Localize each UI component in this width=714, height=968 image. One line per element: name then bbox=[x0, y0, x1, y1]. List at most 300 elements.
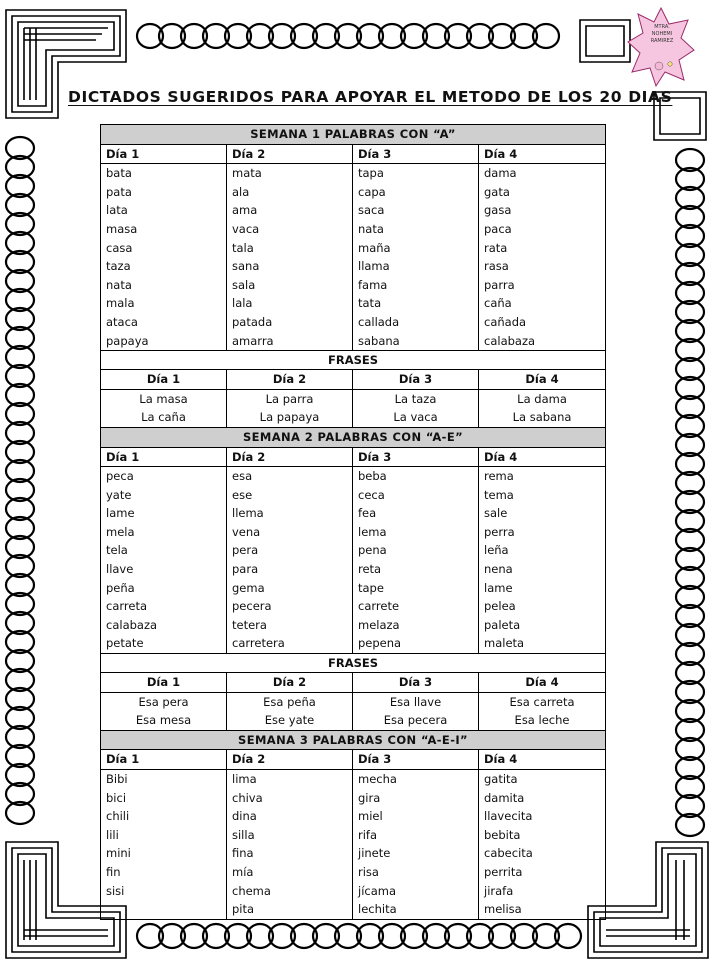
ring bbox=[247, 24, 273, 48]
word-cell: dina bbox=[227, 807, 353, 826]
day-header-row bbox=[101, 144, 606, 164]
ring bbox=[269, 924, 295, 948]
ring bbox=[401, 24, 427, 48]
word-cell: papaya bbox=[101, 332, 227, 351]
ring bbox=[676, 510, 704, 532]
word-cell: sale bbox=[479, 504, 606, 523]
phrase-row bbox=[101, 408, 606, 427]
word-cell: melisa bbox=[479, 900, 606, 919]
ring bbox=[181, 24, 207, 48]
word-cell: tela bbox=[101, 541, 227, 560]
ring bbox=[467, 24, 493, 48]
word-cell: rata bbox=[479, 239, 606, 258]
word-cell: gatita bbox=[479, 770, 606, 789]
word-cell: sabana bbox=[353, 332, 479, 351]
word-row bbox=[101, 201, 606, 220]
ring bbox=[6, 251, 34, 273]
badge-line-3: RAMIREZ bbox=[650, 38, 674, 44]
ring bbox=[291, 24, 317, 48]
word-cell: llama bbox=[353, 257, 479, 276]
word-row bbox=[101, 257, 606, 276]
ring bbox=[6, 498, 34, 520]
ring bbox=[137, 924, 163, 948]
word-cell: lechita bbox=[353, 900, 479, 919]
word-row bbox=[101, 294, 606, 313]
frases-day-header: Día 2 bbox=[227, 370, 353, 390]
ring bbox=[533, 24, 559, 48]
word-row bbox=[101, 560, 606, 579]
frases-header: FRASES bbox=[101, 654, 606, 673]
ring bbox=[676, 415, 704, 437]
phrase-cell: Esa carreta bbox=[479, 692, 606, 711]
word-cell: mini bbox=[101, 844, 227, 863]
ring bbox=[335, 24, 361, 48]
word-cell: ala bbox=[227, 183, 353, 202]
ring bbox=[6, 517, 34, 539]
ring bbox=[6, 479, 34, 501]
word-cell: calabaza bbox=[479, 332, 606, 351]
ring bbox=[676, 491, 704, 513]
word-cell: nata bbox=[101, 276, 227, 295]
ring bbox=[379, 24, 405, 48]
ring bbox=[676, 472, 704, 494]
word-cell: sisi bbox=[101, 882, 227, 901]
word-cell: llave bbox=[101, 560, 227, 579]
word-cell: pelea bbox=[479, 597, 606, 616]
word-cell: gira bbox=[353, 789, 479, 808]
ring bbox=[676, 814, 704, 836]
day-header: Día 1 bbox=[101, 447, 227, 467]
ring bbox=[533, 924, 559, 948]
word-cell: llavecita bbox=[479, 807, 606, 826]
ring bbox=[6, 574, 34, 596]
word-cell: ama bbox=[227, 201, 353, 220]
word-cell: callada bbox=[353, 313, 479, 332]
word-cell: chema bbox=[227, 882, 353, 901]
day-header: Día 1 bbox=[101, 750, 227, 770]
word-cell: lima bbox=[227, 770, 353, 789]
ring bbox=[445, 24, 471, 48]
word-cell: maña bbox=[353, 239, 479, 258]
word-cell: tapa bbox=[353, 164, 479, 183]
ring bbox=[6, 441, 34, 463]
word-row bbox=[101, 826, 606, 845]
word-cell: fin bbox=[101, 863, 227, 882]
word-cell: fina bbox=[227, 844, 353, 863]
word-cell: rasa bbox=[479, 257, 606, 276]
word-row bbox=[101, 164, 606, 183]
word-cell: paca bbox=[479, 220, 606, 239]
ring bbox=[676, 320, 704, 342]
ring bbox=[6, 213, 34, 235]
word-cell: patada bbox=[227, 313, 353, 332]
word-row bbox=[101, 276, 606, 295]
ring bbox=[676, 301, 704, 323]
ring bbox=[6, 327, 34, 349]
ring-chain-left bbox=[6, 137, 34, 824]
ring bbox=[676, 700, 704, 722]
frases-day-header-row bbox=[101, 673, 606, 693]
word-cell: peña bbox=[101, 579, 227, 598]
frases-header-row bbox=[101, 351, 606, 370]
word-row bbox=[101, 807, 606, 826]
phrase-cell: Esa pera bbox=[101, 692, 227, 711]
word-cell: ataca bbox=[101, 313, 227, 332]
word-cell: carreta bbox=[101, 597, 227, 616]
word-cell: paleta bbox=[479, 616, 606, 635]
word-row bbox=[101, 844, 606, 863]
ring bbox=[676, 719, 704, 741]
ring bbox=[6, 536, 34, 558]
word-row bbox=[101, 183, 606, 202]
word-cell: bebita bbox=[479, 826, 606, 845]
page-title: DICTADOS SUGERIDOS PARA APOYAR EL METODO DE LOS 20 DIAS bbox=[68, 88, 673, 106]
word-row bbox=[101, 504, 606, 523]
word-row bbox=[101, 486, 606, 505]
phrase-cell: Esa llave bbox=[353, 692, 479, 711]
ring bbox=[676, 548, 704, 570]
frases-day-header: Día 2 bbox=[227, 673, 353, 693]
word-cell: jinete bbox=[353, 844, 479, 863]
word-cell: bata bbox=[101, 164, 227, 183]
ring bbox=[676, 282, 704, 304]
word-cell: pera bbox=[227, 541, 353, 560]
ring bbox=[6, 422, 34, 444]
ring bbox=[676, 529, 704, 551]
frases-day-header: Día 1 bbox=[101, 673, 227, 693]
word-cell: lata bbox=[101, 201, 227, 220]
ring bbox=[676, 358, 704, 380]
ring bbox=[6, 688, 34, 710]
word-cell: lili bbox=[101, 826, 227, 845]
day-header: Día 3 bbox=[353, 144, 479, 164]
ring bbox=[676, 757, 704, 779]
ring bbox=[159, 24, 185, 48]
ring bbox=[247, 924, 273, 948]
frases-header: FRASES bbox=[101, 351, 606, 370]
phrase-cell: Esa pecera bbox=[353, 711, 479, 730]
word-cell: perra bbox=[479, 523, 606, 542]
day-header: Día 2 bbox=[227, 447, 353, 467]
dictation-table bbox=[100, 124, 606, 920]
word-cell: damita bbox=[479, 789, 606, 808]
word-cell: lema bbox=[353, 523, 479, 542]
ring bbox=[555, 924, 581, 948]
word-cell: pecera bbox=[227, 597, 353, 616]
word-row bbox=[101, 900, 606, 919]
phrase-cell: La caña bbox=[101, 408, 227, 427]
word-cell: lame bbox=[479, 579, 606, 598]
word-cell: ese bbox=[227, 486, 353, 505]
ring bbox=[313, 24, 339, 48]
frases-day-header: Día 4 bbox=[479, 673, 606, 693]
word-cell: rema bbox=[479, 467, 606, 486]
ring-chain-right bbox=[676, 149, 704, 836]
word-cell: esa bbox=[227, 467, 353, 486]
word-cell: tape bbox=[353, 579, 479, 598]
word-cell: taza bbox=[101, 257, 227, 276]
ring bbox=[6, 365, 34, 387]
ring bbox=[181, 924, 207, 948]
word-cell: mecha bbox=[353, 770, 479, 789]
word-cell: casa bbox=[101, 239, 227, 258]
ring bbox=[6, 175, 34, 197]
word-cell: capa bbox=[353, 183, 479, 202]
ring bbox=[6, 194, 34, 216]
word-row bbox=[101, 579, 606, 598]
day-header: Día 3 bbox=[353, 750, 479, 770]
ring-chain-bottom bbox=[137, 924, 581, 948]
word-cell: melaza bbox=[353, 616, 479, 635]
word-cell: beba bbox=[353, 467, 479, 486]
word-cell: peca bbox=[101, 467, 227, 486]
ring bbox=[6, 403, 34, 425]
ring bbox=[159, 924, 185, 948]
ring bbox=[676, 339, 704, 361]
day-header-row bbox=[101, 447, 606, 467]
ring bbox=[6, 555, 34, 577]
ring bbox=[676, 225, 704, 247]
word-cell: fea bbox=[353, 504, 479, 523]
ring bbox=[225, 24, 251, 48]
word-cell: tema bbox=[479, 486, 606, 505]
word-cell: vena bbox=[227, 523, 353, 542]
word-cell: chiva bbox=[227, 789, 353, 808]
phrase-row bbox=[101, 711, 606, 730]
word-row bbox=[101, 541, 606, 560]
word-cell bbox=[101, 900, 227, 919]
ring bbox=[6, 707, 34, 729]
day-header: Día 2 bbox=[227, 144, 353, 164]
week-header: SEMANA 2 PALABRAS CON “A-E” bbox=[101, 427, 606, 447]
ring bbox=[6, 384, 34, 406]
ring bbox=[6, 631, 34, 653]
ring bbox=[6, 289, 34, 311]
day-header-row bbox=[101, 750, 606, 770]
ring bbox=[225, 924, 251, 948]
word-row bbox=[101, 313, 606, 332]
word-cell: reta bbox=[353, 560, 479, 579]
ring bbox=[6, 802, 34, 824]
phrase-row bbox=[101, 692, 606, 711]
word-cell: ceca bbox=[353, 486, 479, 505]
ring bbox=[357, 924, 383, 948]
ring bbox=[676, 605, 704, 627]
word-cell: dama bbox=[479, 164, 606, 183]
word-cell: silla bbox=[227, 826, 353, 845]
ring bbox=[313, 924, 339, 948]
badge-text bbox=[640, 24, 684, 45]
ring bbox=[6, 593, 34, 615]
ring-chain-top bbox=[137, 24, 559, 48]
word-cell: pata bbox=[101, 183, 227, 202]
word-cell: llema bbox=[227, 504, 353, 523]
word-cell: masa bbox=[101, 220, 227, 239]
ring bbox=[6, 232, 34, 254]
word-row bbox=[101, 239, 606, 258]
word-cell: pena bbox=[353, 541, 479, 560]
ring bbox=[423, 24, 449, 48]
ring bbox=[6, 764, 34, 786]
word-cell: yate bbox=[101, 486, 227, 505]
word-cell: chili bbox=[101, 807, 227, 826]
day-header: Día 4 bbox=[479, 447, 606, 467]
phrase-cell: Ese yate bbox=[227, 711, 353, 730]
phrase-cell: La papaya bbox=[227, 408, 353, 427]
word-cell: vaca bbox=[227, 220, 353, 239]
word-cell: maleta bbox=[479, 634, 606, 653]
word-row bbox=[101, 332, 606, 351]
word-cell: saca bbox=[353, 201, 479, 220]
phrase-cell: Esa mesa bbox=[101, 711, 227, 730]
word-cell: carrete bbox=[353, 597, 479, 616]
ring bbox=[203, 24, 229, 48]
week-header-row bbox=[101, 125, 606, 145]
word-cell: gata bbox=[479, 183, 606, 202]
word-row bbox=[101, 789, 606, 808]
word-cell: tetera bbox=[227, 616, 353, 635]
ring bbox=[676, 681, 704, 703]
word-cell: pita bbox=[227, 900, 353, 919]
ring bbox=[6, 650, 34, 672]
ring bbox=[676, 263, 704, 285]
word-row bbox=[101, 770, 606, 789]
word-cell: caña bbox=[479, 294, 606, 313]
word-cell: cabecita bbox=[479, 844, 606, 863]
badge-line-1: MTRA. bbox=[654, 24, 670, 30]
word-row bbox=[101, 523, 606, 542]
ring bbox=[423, 924, 449, 948]
ring bbox=[489, 24, 515, 48]
ring bbox=[445, 924, 471, 948]
ring bbox=[291, 924, 317, 948]
day-header: Día 4 bbox=[479, 750, 606, 770]
ring bbox=[676, 377, 704, 399]
ring bbox=[6, 726, 34, 748]
word-cell: gema bbox=[227, 579, 353, 598]
word-row bbox=[101, 220, 606, 239]
phrase-cell: Esa peña bbox=[227, 692, 353, 711]
word-cell: carretera bbox=[227, 634, 353, 653]
ring bbox=[676, 776, 704, 798]
word-cell: sana bbox=[227, 257, 353, 276]
word-cell: nata bbox=[353, 220, 479, 239]
word-cell: miel bbox=[353, 807, 479, 826]
ring bbox=[137, 24, 163, 48]
ring bbox=[676, 434, 704, 456]
ring bbox=[6, 346, 34, 368]
frases-day-header: Día 1 bbox=[101, 370, 227, 390]
word-row bbox=[101, 863, 606, 882]
week-header: SEMANA 3 PALABRAS CON “A-E-I” bbox=[101, 730, 606, 750]
word-cell: tata bbox=[353, 294, 479, 313]
word-cell: para bbox=[227, 560, 353, 579]
phrase-cell: La parra bbox=[227, 389, 353, 408]
ring bbox=[6, 460, 34, 482]
phrase-cell: La dama bbox=[479, 389, 606, 408]
ring bbox=[6, 308, 34, 330]
ring bbox=[676, 187, 704, 209]
ring bbox=[6, 783, 34, 805]
ring bbox=[676, 567, 704, 589]
ring bbox=[511, 24, 537, 48]
ring bbox=[676, 586, 704, 608]
week-header-row bbox=[101, 730, 606, 750]
day-header: Día 4 bbox=[479, 144, 606, 164]
ring bbox=[676, 453, 704, 475]
ring bbox=[401, 924, 427, 948]
ring bbox=[676, 738, 704, 760]
ring bbox=[6, 156, 34, 178]
word-cell: jícama bbox=[353, 882, 479, 901]
word-cell: perrita bbox=[479, 863, 606, 882]
frases-day-header: Día 3 bbox=[353, 673, 479, 693]
word-cell: jirafa bbox=[479, 882, 606, 901]
word-cell: petate bbox=[101, 634, 227, 653]
frases-day-header: Día 4 bbox=[479, 370, 606, 390]
ring bbox=[676, 624, 704, 646]
word-cell: parra bbox=[479, 276, 606, 295]
ring bbox=[676, 643, 704, 665]
ring bbox=[676, 662, 704, 684]
word-cell: mala bbox=[101, 294, 227, 313]
ring bbox=[6, 270, 34, 292]
badge-line-2: NOHEMI bbox=[651, 31, 673, 37]
day-header: Día 3 bbox=[353, 447, 479, 467]
ring bbox=[676, 149, 704, 171]
word-cell: lame bbox=[101, 504, 227, 523]
word-cell: mía bbox=[227, 863, 353, 882]
word-cell: cañada bbox=[479, 313, 606, 332]
word-cell: tala bbox=[227, 239, 353, 258]
phrase-row bbox=[101, 389, 606, 408]
phrase-cell: La masa bbox=[101, 389, 227, 408]
ring bbox=[676, 168, 704, 190]
ring bbox=[269, 24, 295, 48]
word-cell: mata bbox=[227, 164, 353, 183]
word-cell: amarra bbox=[227, 332, 353, 351]
ring bbox=[676, 396, 704, 418]
ring bbox=[203, 924, 229, 948]
word-cell: lala bbox=[227, 294, 353, 313]
word-row bbox=[101, 882, 606, 901]
word-cell: pepena bbox=[353, 634, 479, 653]
word-row bbox=[101, 597, 606, 616]
word-row bbox=[101, 467, 606, 486]
ring bbox=[335, 924, 361, 948]
ring bbox=[6, 137, 34, 159]
phrase-cell: La taza bbox=[353, 389, 479, 408]
ring bbox=[6, 745, 34, 767]
ring bbox=[379, 924, 405, 948]
word-cell: risa bbox=[353, 863, 479, 882]
word-cell: Bibi bbox=[101, 770, 227, 789]
word-row bbox=[101, 634, 606, 653]
ring bbox=[676, 206, 704, 228]
day-header: Día 2 bbox=[227, 750, 353, 770]
word-cell: mela bbox=[101, 523, 227, 542]
week-header-row bbox=[101, 427, 606, 447]
ring bbox=[676, 244, 704, 266]
word-cell: sala bbox=[227, 276, 353, 295]
word-cell: rifa bbox=[353, 826, 479, 845]
word-row bbox=[101, 616, 606, 635]
phrase-cell: Esa leche bbox=[479, 711, 606, 730]
word-cell: bici bbox=[101, 789, 227, 808]
ring bbox=[6, 669, 34, 691]
ring bbox=[676, 795, 704, 817]
phrase-cell: La sabana bbox=[479, 408, 606, 427]
